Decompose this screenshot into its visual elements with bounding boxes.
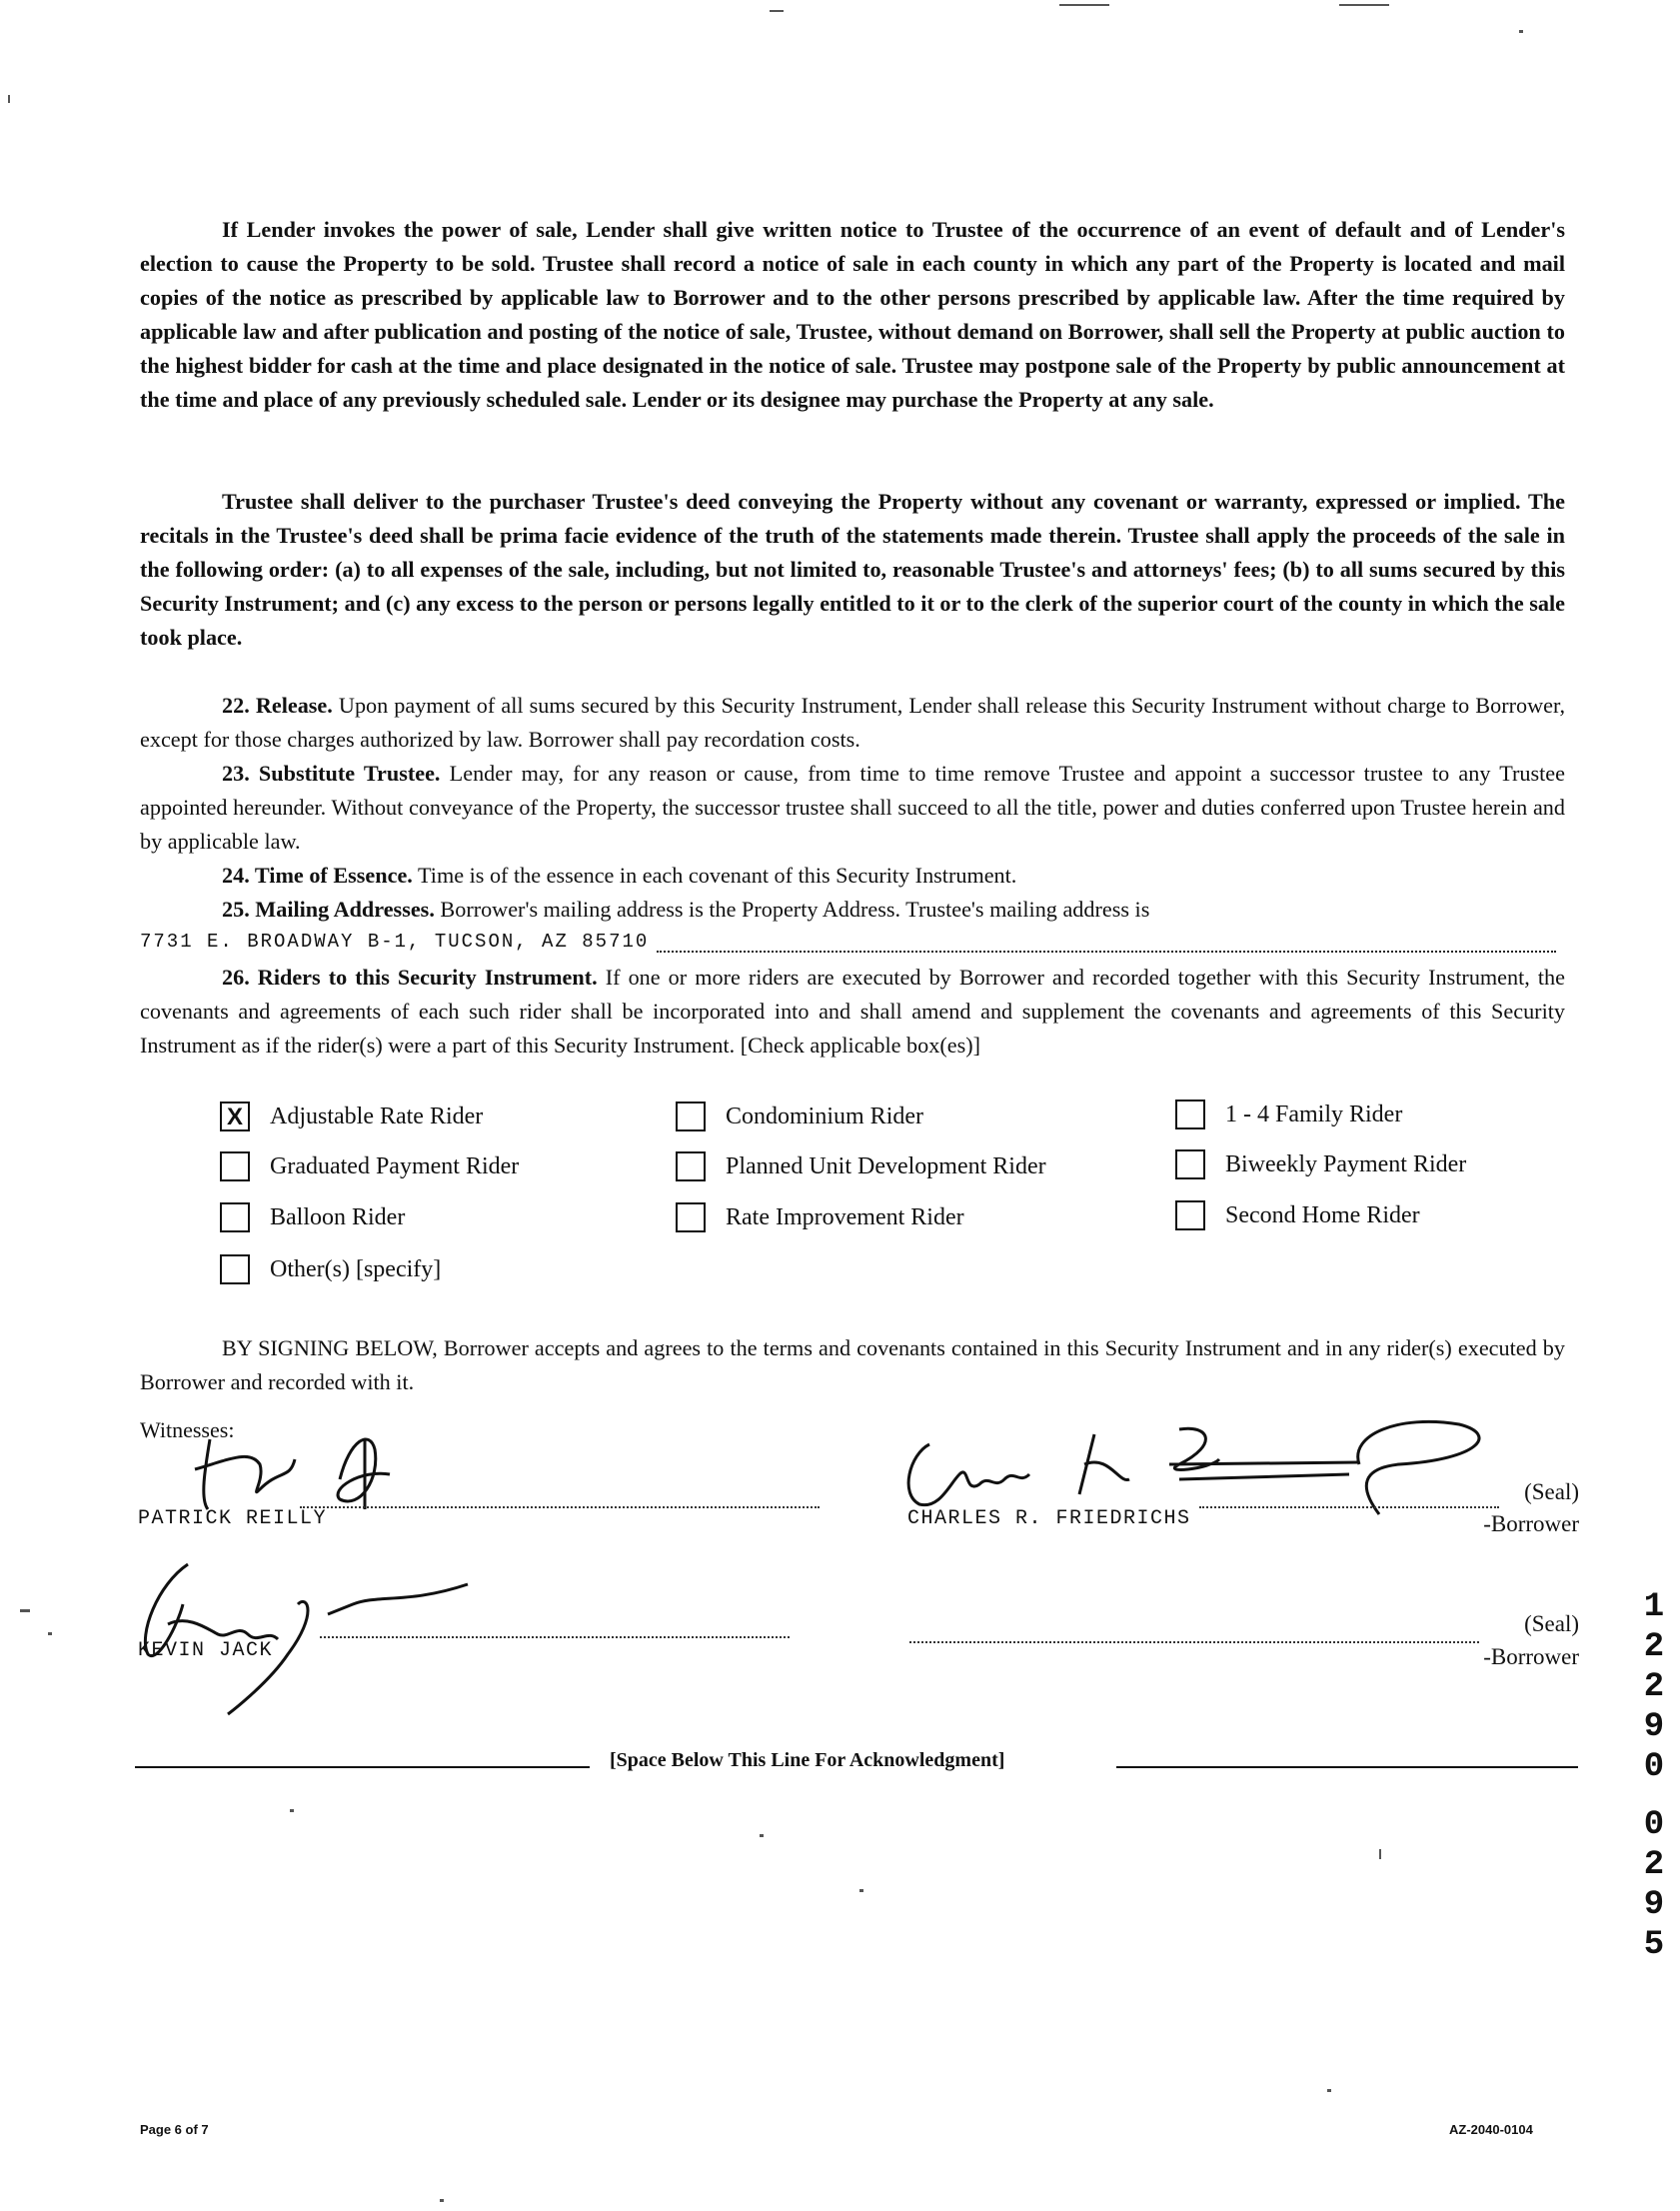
rider-checkbox[interactable] — [676, 1202, 706, 1232]
signing-statement: BY SIGNING BELOW, Borrower accepts and agrees to the terms and covenants contained in this Security Instrument and in any rider(s) executed by Borrower and recorded with it. — [140, 1335, 1565, 1394]
scan-speck — [760, 1834, 764, 1837]
rider-label: Rate Improvement Rider — [726, 1204, 964, 1230]
substitute-heading: 23. Substitute Trustee. — [222, 761, 441, 786]
side-stamp-digit: 9 — [1643, 1886, 1665, 1924]
mailing-addresses-paragraph — [140, 893, 1565, 927]
scan-speck — [440, 2199, 444, 2202]
borrower1-label: -Borrower — [1483, 1511, 1579, 1536]
riders-paragraph — [140, 961, 1565, 1063]
rider-checkbox[interactable] — [220, 1254, 250, 1284]
rider-label: 1 - 4 Family Rider — [1225, 1102, 1403, 1127]
borrower2-line — [909, 1639, 1479, 1643]
rider-checkbox[interactable]: X — [220, 1102, 250, 1131]
form-id: AZ-2040-0104 — [1449, 2122, 1533, 2137]
acknowledgment-line-left — [135, 1766, 590, 1768]
riders-text: If one or more riders are executed by Borrower and recorded together with this Security Instrument, the covenants and agreements of each such rider shall be incorporated into and shall amend and supplement the covenants and agreements of this Security Instrument as if the rider(s) were a part of this Security Instrument. [Check applicable box(es)] — [140, 965, 1566, 1058]
mailing-text: Borrower's mailing address is the Property Address. Trustee's mailing address is — [440, 897, 1150, 922]
release-paragraph — [140, 689, 1565, 757]
release-text: Upon payment of all sums secured by this Security Instrument, Lender shall release this Security Instrument without charge to Borrower, except for those charges authorized by law. Borrower shall pay recordation costs. — [140, 693, 1565, 752]
side-stamp-digit: 5 — [1643, 1926, 1665, 1964]
borrower1-name: CHARLES R. FRIEDRICHS — [907, 1507, 1191, 1530]
scan-speck — [20, 1609, 30, 1612]
witness2-name: KEVIN JACK — [138, 1639, 274, 1662]
scan-speck — [859, 1889, 863, 1892]
side-stamp-digit: 2 — [1643, 1846, 1665, 1884]
scan-speck — [770, 10, 784, 12]
witness1-name: PATRICK REILLY — [138, 1507, 328, 1530]
time-of-essence-paragraph — [140, 859, 1565, 893]
scan-speck — [1379, 1849, 1381, 1859]
essence-heading: 24. Time of Essence. — [222, 863, 413, 888]
side-stamp-digit: 2 — [1643, 1628, 1665, 1666]
rider-checkbox[interactable] — [220, 1151, 250, 1181]
side-stamp-digit: 9 — [1643, 1708, 1665, 1746]
witnesses-label: Witnesses: — [140, 1417, 235, 1442]
trustee-deed-paragraph: Trustee shall deliver to the purchaser Trustee's deed conveying the Property without any covenant or warranty, expressed or implied. The recitals in the Trustee's deed shall be prima facie evidence of the truth of the statements made therein. Trustee shall apply the proceeds of the sale in the following order: (a) to all expenses of the sale, including, but not limited to, reasonable Trustee's and attorneys' fees; (b) to all sums secured by this Security Instrument; and (c) any excess to the person or persons legally entitled to it or to the clerk of the superior court of the county in which the sale took place. — [140, 489, 1565, 650]
witness2-line — [320, 1634, 790, 1638]
rider-checkbox[interactable] — [1175, 1149, 1205, 1179]
trustee-address: 7731 E. BROADWAY B-1, TUCSON, AZ 85710 — [140, 931, 650, 953]
borrower2-seal-label: (Seal) — [1524, 1611, 1579, 1636]
rider-label: Balloon Rider — [270, 1204, 406, 1230]
scan-speck — [8, 95, 10, 103]
power-of-sale-paragraph: If Lender invokes the power of sale, Lender shall give written notice to Trustee of the occurrence of an event of default and of Lender's election to cause the Property to be sold. Trustee shall record a notice of sale in each county in which any part of the Property is located and mail copies of the notice as prescribed by applicable law to Borrower and to the other persons prescribed by applicable law. After the time required by applicable law and after publication and posting of the notice of sale, Trustee, without demand on Borrower, shall sell the Property at public auction to the highest bidder for cash at the time and place designated in the notice of sale. Trustee may postpone sale of the Property by public announcement at the time and place of any previously scheduled sale. Lender or its designee may purchase the Property at any sale. — [140, 217, 1565, 412]
witness1-line — [300, 1504, 820, 1508]
rider-label: Adjustable Rate Rider — [270, 1104, 484, 1129]
substitute-text: Lender may, for any reason or cause, from time to time remove Trustee and appoint a successor trustee to any Trustee appointed hereunder. Without conveyance of the Property, the successor trustee shall succeed to all the title, power and duties conferred upon Trustee herein and by applicable law. — [140, 761, 1566, 854]
scan-speck — [1327, 2089, 1331, 2092]
side-stamp-digit: 0 — [1643, 1748, 1665, 1786]
scan-speck — [48, 1632, 52, 1635]
substitute-trustee-paragraph — [140, 757, 1565, 859]
page-number: Page 6 of 7 — [140, 2122, 209, 2137]
side-stamp-digit: 1 — [1643, 1588, 1665, 1626]
rider-checkbox[interactable] — [676, 1151, 706, 1181]
rider-label: Other(s) [specify] — [270, 1256, 442, 1282]
mailing-heading: 25. Mailing Addresses. — [222, 897, 435, 922]
acknowledgment-line-right — [1116, 1766, 1578, 1768]
rider-label: Second Home Rider — [1225, 1202, 1420, 1228]
scan-speck — [1059, 4, 1109, 6]
rider-label: Graduated Payment Rider — [270, 1153, 520, 1179]
trustee-address-line — [140, 925, 1565, 959]
rider-label: Condominium Rider — [726, 1104, 923, 1129]
rider-checkbox[interactable] — [220, 1202, 250, 1232]
rider-label: Biweekly Payment Rider — [1225, 1151, 1467, 1177]
rider-label: Planned Unit Development Rider — [726, 1153, 1046, 1179]
scan-speck — [1339, 4, 1389, 6]
essence-text: Time is of the essence in each covenant of this Security Instrument. — [418, 863, 1017, 888]
address-leader-dots — [657, 925, 1556, 953]
borrower1-seal-label: (Seal) — [1524, 1479, 1579, 1504]
acknowledgment-label: [Space Below This Line For Acknowledgment] — [610, 1749, 1005, 1771]
rider-checkbox[interactable] — [1175, 1200, 1205, 1230]
rider-checkbox[interactable] — [676, 1102, 706, 1131]
scan-speck — [290, 1809, 294, 1812]
rider-checkbox[interactable] — [1175, 1100, 1205, 1129]
borrower2-label: -Borrower — [1483, 1644, 1579, 1669]
side-stamp-digit: 0 — [1643, 1806, 1665, 1844]
riders-heading: 26. Riders to this Security Instrument. — [222, 965, 598, 990]
release-heading: 22. Release. — [222, 693, 333, 718]
scan-speck — [1519, 30, 1523, 33]
side-stamp-digit: 2 — [1643, 1668, 1665, 1706]
